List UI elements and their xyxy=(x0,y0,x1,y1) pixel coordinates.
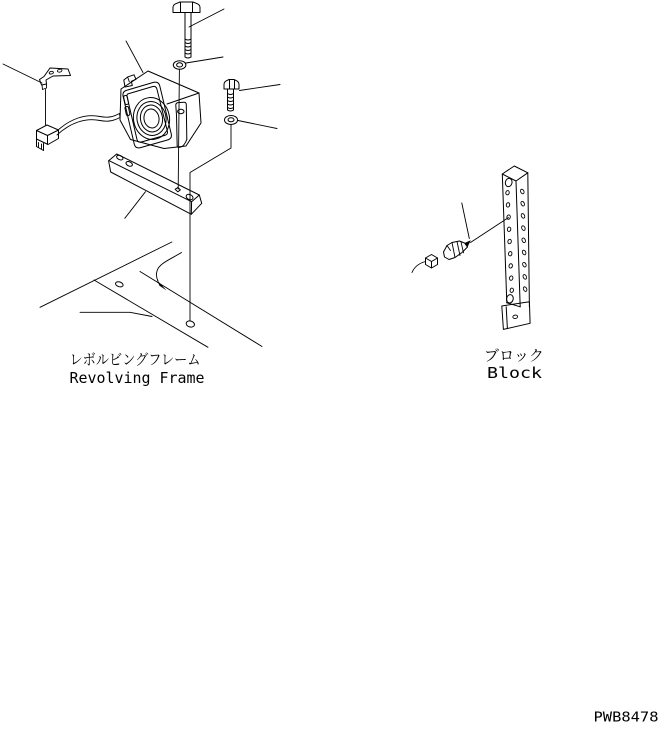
bolt-long xyxy=(173,2,200,58)
block-label-en: Block xyxy=(487,364,542,382)
leader-plug-to-block xyxy=(471,218,509,243)
cap-wire-tail xyxy=(412,262,426,273)
leader-washer-side xyxy=(238,121,277,129)
frame-edge-left xyxy=(94,280,208,347)
leader-plug xyxy=(462,203,470,239)
bolt-short xyxy=(224,80,239,112)
leader-horn xyxy=(126,41,143,73)
plug-tip xyxy=(465,240,471,247)
horn-mount-bracket xyxy=(176,102,187,139)
block-front-holes xyxy=(505,190,514,293)
frame-label-ja: レボルビングフレーム xyxy=(69,350,201,369)
leader-bolt-side xyxy=(240,85,281,91)
plug-fitting xyxy=(412,240,471,272)
block-side-slots xyxy=(520,189,528,292)
washer-side xyxy=(225,116,238,125)
washer-top xyxy=(173,61,186,70)
frame-edge-top xyxy=(40,242,172,307)
block-label-ja: ブロック xyxy=(484,346,544,365)
leader-frame xyxy=(80,312,152,316)
horn xyxy=(120,71,201,149)
leader-washer-top xyxy=(186,57,223,63)
leader-mounting-bar xyxy=(125,192,146,219)
mount-position-arrow xyxy=(156,253,181,291)
leader-bracket xyxy=(3,64,42,83)
horn-ear-tab xyxy=(124,75,136,87)
mounting-bar xyxy=(109,154,202,214)
cap-cube xyxy=(412,255,438,273)
frame-label-en: Revolving Frame xyxy=(69,369,205,387)
wire xyxy=(57,114,120,132)
drawing-number: PWB8478 xyxy=(593,710,659,726)
terminal-block xyxy=(502,166,530,329)
centerline-bolt-top xyxy=(178,70,179,190)
leader-lines xyxy=(3,9,508,321)
leader-bolt-top xyxy=(189,9,224,27)
revolving-frame xyxy=(40,242,262,347)
centerline-bolt-side xyxy=(190,125,231,321)
connector xyxy=(37,125,59,151)
wire-harness xyxy=(37,68,121,151)
clip-bracket xyxy=(40,68,71,90)
